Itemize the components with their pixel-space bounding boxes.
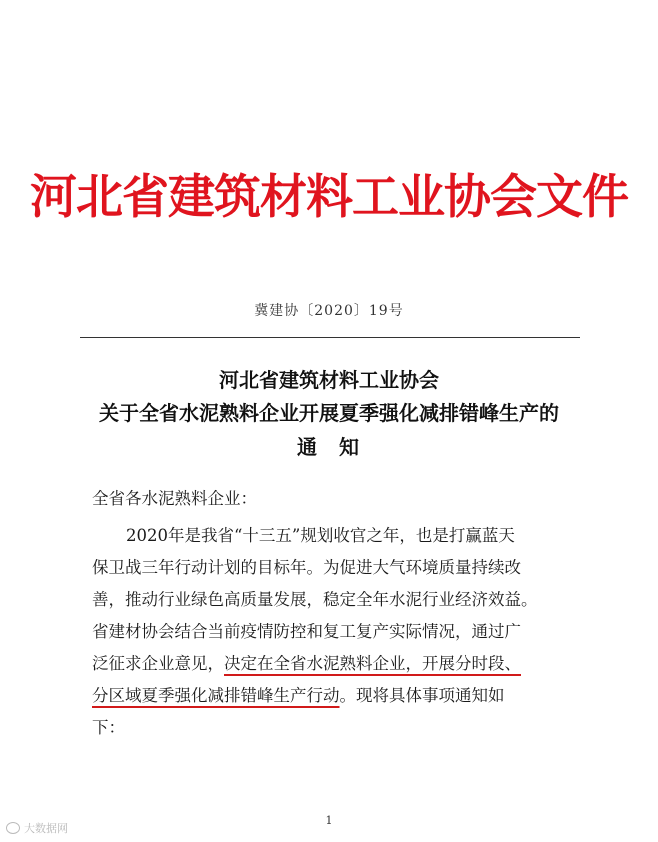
- underlined-highlight: 分区域夏季强化减排错峰生产行动: [92, 686, 340, 705]
- body-text-segment: 。现将具体事项通知如: [339, 686, 505, 705]
- page-number: 1: [325, 814, 333, 827]
- header-divider: [80, 337, 580, 338]
- title-line-2: 关于全省水泥熟料企业开展夏季强化减排错峰生产的: [99, 401, 559, 425]
- watermark-logo-icon: [6, 822, 20, 834]
- body-line: [92, 680, 578, 712]
- salutation: 全省各水泥熟料企业：: [92, 489, 257, 508]
- body-line: [92, 648, 578, 680]
- document-number: 冀建协〔2020〕19号: [254, 303, 404, 319]
- body-line: 下：: [92, 718, 125, 737]
- source-watermark: [6, 820, 68, 836]
- body-line: 2020年是我省“十三五”规划收官之年，也是打赢蓝天: [126, 526, 515, 545]
- body-text-segment: 泛征求企业意见，: [92, 654, 224, 673]
- title-line-1: 河北省建筑材料工业协会: [219, 368, 439, 392]
- underlined-highlight: 决定在全省水泥熟料企业，开展分时段、: [224, 654, 521, 673]
- issuer-masthead: 河北省建筑材料工业协会文件: [30, 170, 628, 225]
- body-paragraph: [92, 520, 578, 744]
- watermark-text: 大数据网: [24, 822, 68, 835]
- body-line: 保卫战三年行动计划的目标年。为促进大气环境质量持续改: [92, 558, 521, 577]
- title-line-3: 通知: [297, 435, 381, 459]
- body-line: 善，推动行业绿色高质量发展，稳定全年水泥行业经济效益。: [92, 590, 538, 609]
- body-line: 省建材协会结合当前疫情防控和复工复产实际情况，通过广: [92, 622, 521, 641]
